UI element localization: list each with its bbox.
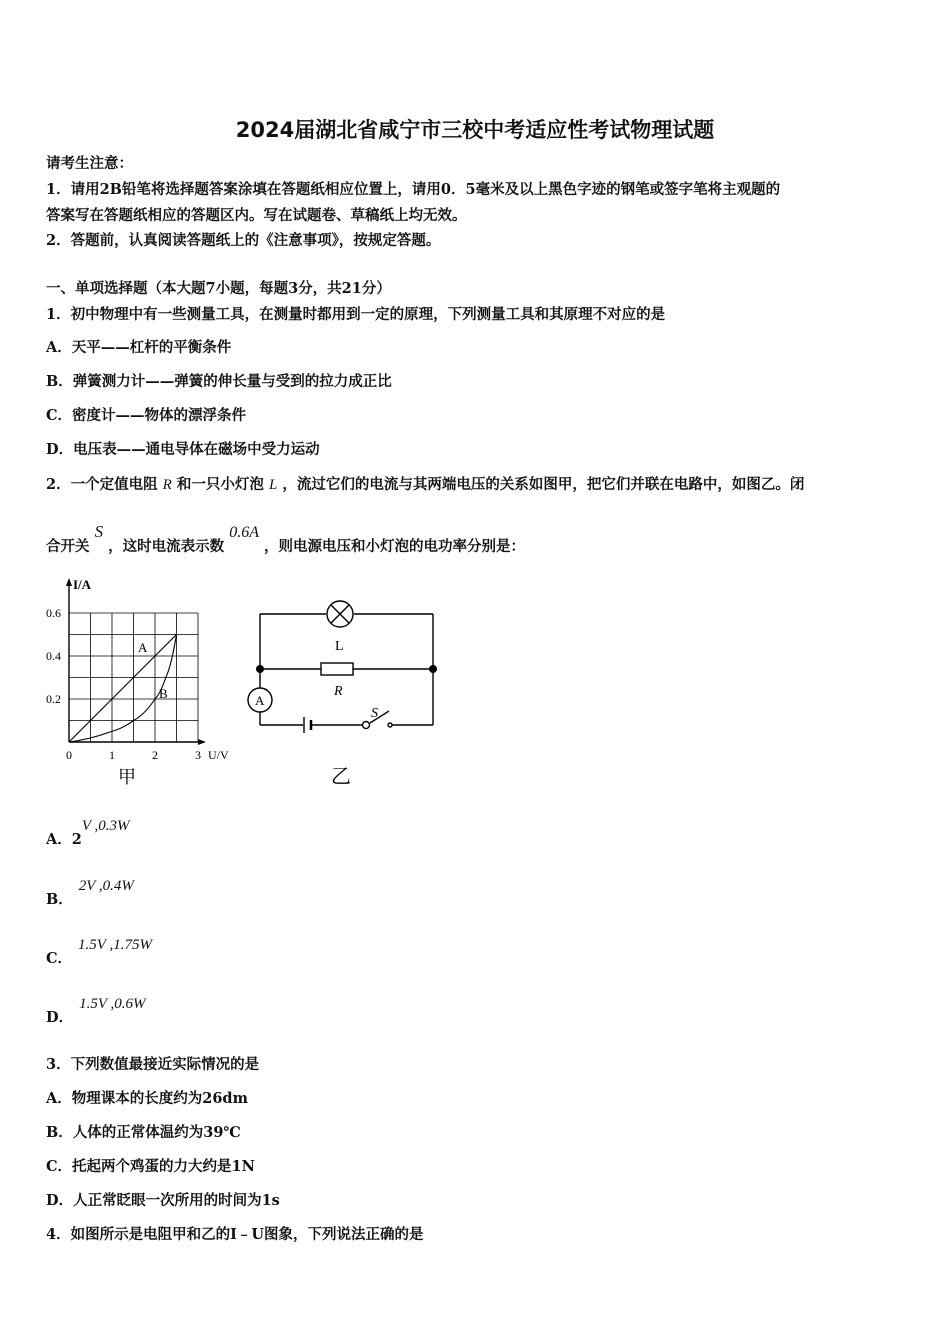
notice-item-1-line-1: 1．请用2B铅笔将选择题答案涂填在答题纸相应位置上，请用0．5毫米及以上黑色字迹的钢笔或签字笔将主观题的 bbox=[46, 181, 781, 198]
current-value: 0.6A bbox=[229, 524, 259, 541]
y-tick-label: 0.4 bbox=[46, 649, 61, 663]
page-title: 2024届湖北省咸宁市三校中考适应性考试物理试题 bbox=[235, 118, 715, 142]
resistor-label: R bbox=[334, 684, 343, 699]
lamp-label: L bbox=[335, 639, 344, 654]
q2-stem-c: ，流过它们的电流与其两端电压的关系如图甲，把它们并联在电路中，如图乙。闭 bbox=[282, 476, 805, 493]
figure-jia-graph bbox=[40, 572, 250, 792]
option-prefix: 2 bbox=[71, 831, 82, 848]
option-value bbox=[79, 996, 145, 1012]
q1-option-b: B．弹簧测力计——弹簧的伸长量与受到的拉力成正比 bbox=[46, 373, 392, 390]
x-axis-label: U/V bbox=[208, 748, 229, 762]
resistor bbox=[321, 663, 353, 675]
q2-option-d bbox=[46, 996, 146, 1027]
notice-item-2: 2．答题前，认真阅读答题纸上的《注意事项》，按规定答题。 bbox=[46, 232, 441, 249]
x-tick-label: 2 bbox=[152, 748, 158, 762]
junction-node bbox=[429, 665, 437, 673]
option-letter: A． bbox=[46, 831, 72, 848]
q2-stem2-a: 合开关 bbox=[46, 538, 90, 555]
q3-option-c: C．托起两个鸡蛋的力大约是1N bbox=[46, 1158, 255, 1175]
x-tick-label: 1 bbox=[109, 748, 115, 762]
option-value bbox=[78, 937, 152, 953]
var-s: S bbox=[94, 522, 104, 541]
q2-stem2-b: ，这时电流表示数 bbox=[108, 538, 225, 555]
section-heading: 一、单项选择题（本大题7小题，每题3分，共21分） bbox=[46, 280, 391, 297]
q1-option-a: A．天平——杠杆的平衡条件 bbox=[46, 339, 232, 356]
q2-stem-b: 和一只小灯泡 bbox=[176, 476, 264, 493]
option-value-text: 2V ,0.4W bbox=[78, 878, 134, 894]
switch-label: S bbox=[371, 706, 378, 721]
switch-contact bbox=[388, 723, 392, 727]
y-tick-label: 0.6 bbox=[46, 606, 61, 620]
option-value-text: 1.5V ,0.6W bbox=[79, 996, 146, 1012]
figure-yi-caption: 乙 bbox=[331, 766, 351, 788]
q4-stem: 4．如图所示是电阻甲和乙的I﹣U图象，下列说法正确的是 bbox=[46, 1226, 424, 1243]
figure-jia-caption: 甲 bbox=[118, 767, 136, 787]
option-value-text: V ,0.3W bbox=[81, 818, 130, 834]
q2-option-c bbox=[46, 937, 152, 968]
q1-stem: 1．初中物理中有一些测量工具，在测量时都用到一定的原理，下列测量工具和其原理不对应的是 bbox=[46, 306, 666, 323]
figure-yi-circuit bbox=[240, 590, 450, 790]
q2-option-a bbox=[46, 818, 130, 849]
q3-option-d: D．人正常眨眼一次所用的时间为1s bbox=[46, 1192, 280, 1209]
option-letter: D． bbox=[46, 1009, 74, 1026]
var-l: L bbox=[268, 477, 278, 493]
var-r: R bbox=[162, 477, 172, 493]
q1-option-d: D．电压表——通电导体在磁场中受力运动 bbox=[46, 441, 320, 458]
y-axis-arrow bbox=[66, 578, 72, 586]
y-axis-label: I/A bbox=[73, 577, 92, 592]
junction-node bbox=[256, 665, 264, 673]
q2-stem2-c: ，则电源电压和小灯泡的电功率分别是： bbox=[264, 538, 526, 555]
option-value bbox=[79, 878, 134, 894]
option-value bbox=[82, 818, 130, 834]
q3-option-a: A．物理课本的长度约为26dm bbox=[46, 1090, 248, 1107]
notice-heading: 请考生注意： bbox=[46, 155, 133, 172]
x-tick-label: 0 bbox=[66, 748, 72, 762]
q1-option-c: C．密度计——物体的漂浮条件 bbox=[46, 407, 247, 424]
q2-stem-a: 2．一个定值电阻 bbox=[46, 476, 158, 493]
q3-option-b: B．人体的正常体温约为39℃ bbox=[46, 1124, 241, 1141]
ammeter-label: A bbox=[255, 693, 265, 708]
option-letter: B． bbox=[46, 891, 73, 908]
option-value-text: 1.5V ,1.75W bbox=[78, 937, 152, 953]
q3-stem: 3．下列数值最接近实际情况的是 bbox=[46, 1056, 260, 1073]
curve-b-label: B bbox=[159, 686, 168, 701]
q2-option-b bbox=[46, 878, 134, 909]
x-tick-label: 3 bbox=[195, 748, 201, 762]
x-axis-arrow bbox=[198, 739, 206, 745]
q2-stem-line-1 bbox=[46, 473, 804, 494]
notice-item-1-line-2: 答案写在答题纸相应的答题区内。写在试题卷、草稿纸上均无效。 bbox=[46, 207, 467, 224]
y-tick-label: 0.2 bbox=[46, 692, 61, 706]
curve-a-label: A bbox=[138, 640, 148, 655]
switch-contact bbox=[363, 722, 370, 729]
option-letter: C． bbox=[46, 950, 73, 967]
q2-stem-line-2 bbox=[46, 522, 526, 556]
